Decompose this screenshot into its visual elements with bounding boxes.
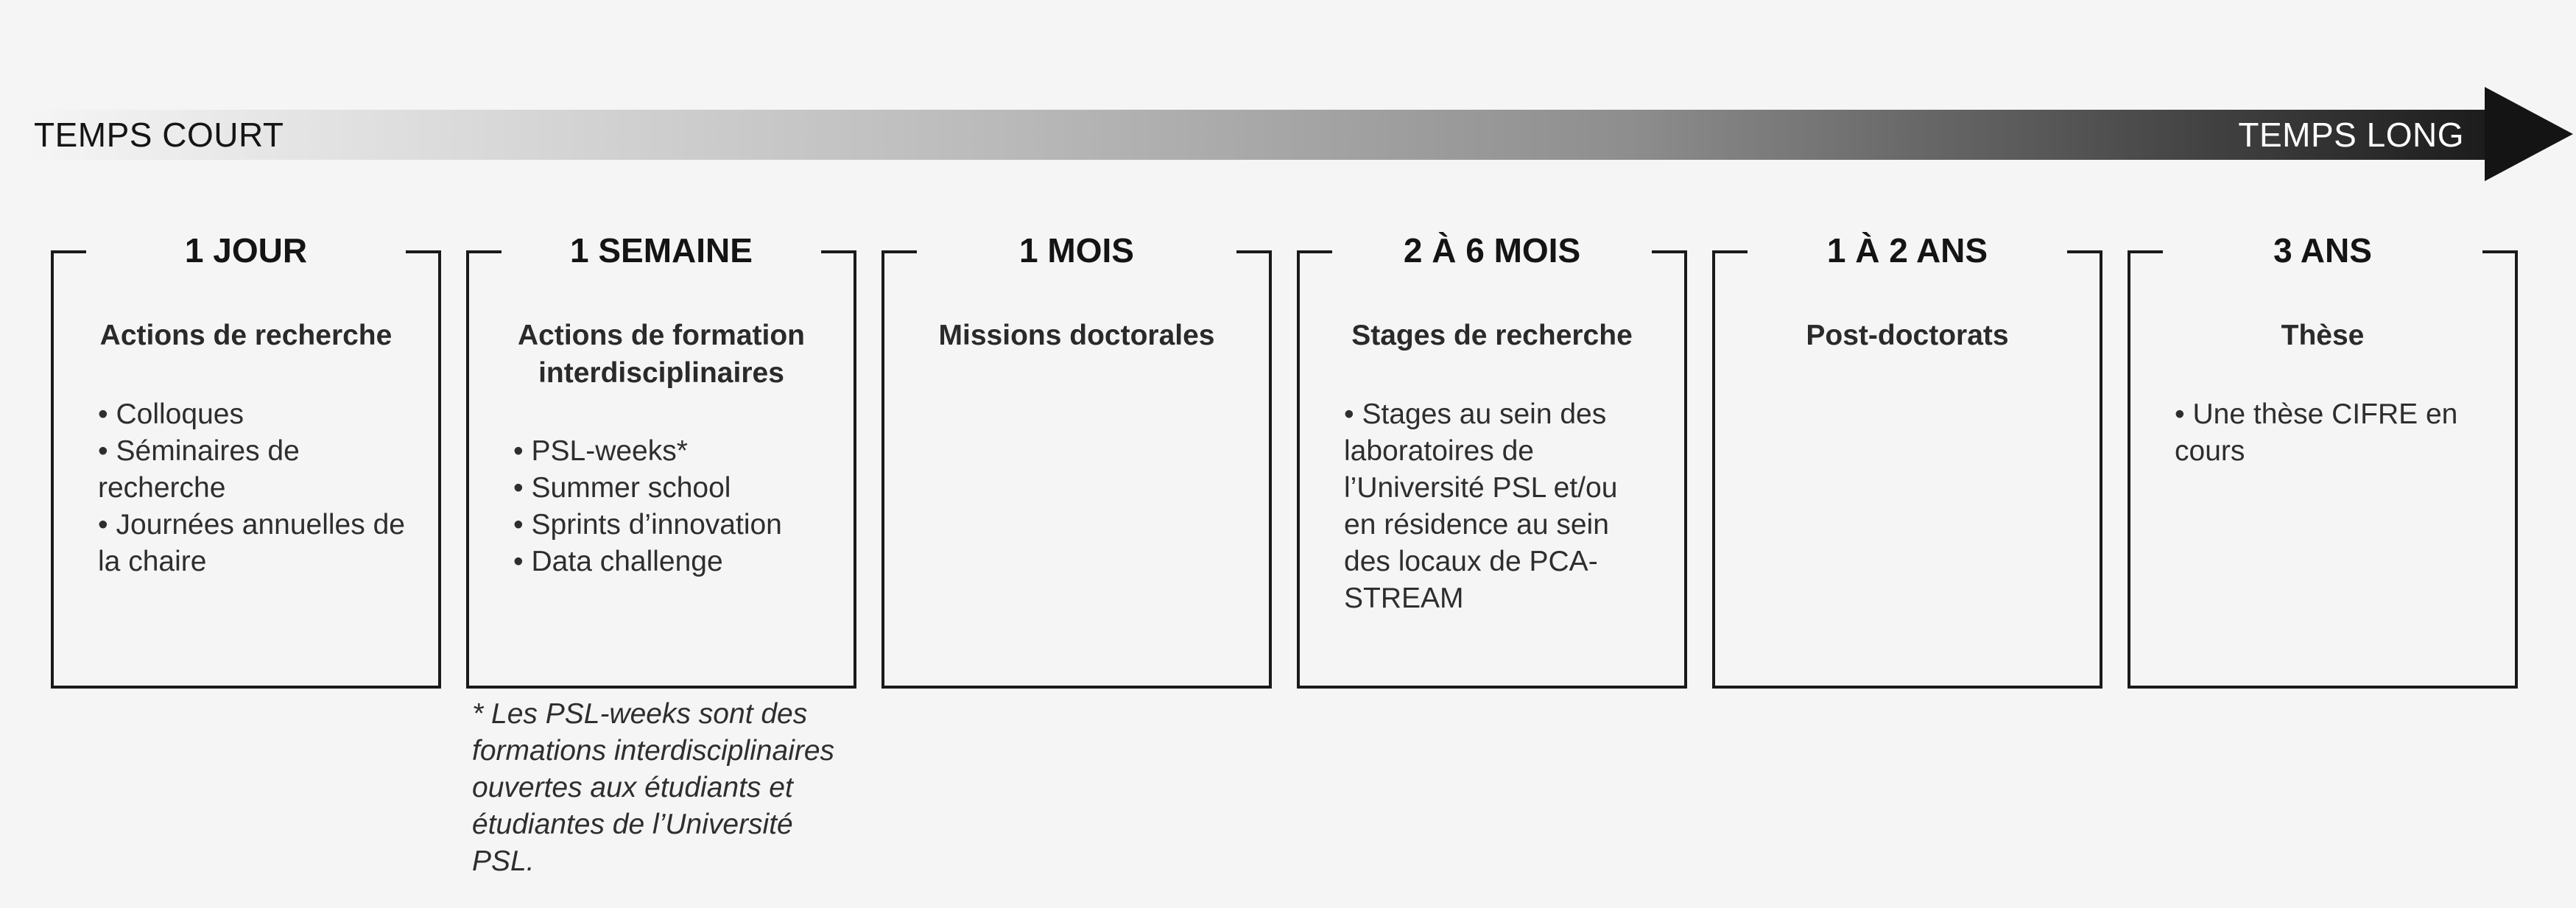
- timeline-gradient-band: [27, 110, 2488, 160]
- box-heading: Actions de formation interdisciplinaires: [517, 320, 806, 389]
- timeline-end-label: TEMPS LONG: [2238, 116, 2464, 154]
- box-heading: Stages de recherche: [1351, 320, 1633, 351]
- duration-title: 1 SEMAINE: [570, 231, 753, 270]
- item-list: [513, 433, 824, 580]
- box-heading: Post-doctorats: [1806, 320, 2009, 351]
- duration-box-1-mois: [881, 231, 1272, 689]
- duration-title: 1 À 2 ANS: [1826, 231, 1988, 270]
- timeline-start-label: TEMPS COURT: [34, 116, 284, 154]
- duration-title: 3 ANS: [2273, 231, 2372, 270]
- timeline-arrow: [27, 87, 2575, 181]
- footnote: * Les PSL-weeks sont des formations interdisciplinaires ouvertes aux étudiants et étudiantes de l’Université PSL.: [472, 698, 835, 877]
- box-heading: Missions doctorales: [938, 320, 1215, 351]
- list-item: • Data challenge: [513, 543, 824, 580]
- duration-box-3-ans: [2128, 231, 2518, 689]
- list-item: • Colloques: [98, 396, 409, 433]
- list-item: • Journées annuelles de la chaire: [98, 507, 409, 580]
- duration-title: 1 MOIS: [1019, 231, 1134, 270]
- list-item: • Séminaires de recherche: [98, 433, 409, 507]
- arrow-head-icon: [2485, 87, 2573, 181]
- duration-box-1-jour: [51, 231, 441, 689]
- list-item: • PSL-weeks*: [513, 433, 824, 470]
- item-list: [98, 396, 409, 580]
- list-item: • Stages au sein des laboratoires de l’Université PSL et/ou en résidence au sein des locaux de PCA-STREAM: [1344, 396, 1655, 617]
- duration-title: 2 À 6 MOIS: [1403, 231, 1581, 270]
- list-item: • Summer school: [513, 470, 824, 507]
- box-heading: Actions de recherche: [99, 320, 393, 351]
- duration-box-2-6-mois: [1297, 231, 1687, 689]
- list-item: • Une thèse CIFRE en cours: [2175, 396, 2485, 470]
- item-list: [2175, 396, 2485, 470]
- box-heading: Thèse: [2281, 320, 2365, 351]
- item-list: [1344, 396, 1655, 617]
- duration-title: 1 JOUR: [184, 231, 308, 270]
- duration-box-1-2-ans: [1712, 231, 2102, 689]
- duration-box-1-semaine: [466, 231, 856, 689]
- list-item: • Sprints d’innovation: [513, 507, 824, 543]
